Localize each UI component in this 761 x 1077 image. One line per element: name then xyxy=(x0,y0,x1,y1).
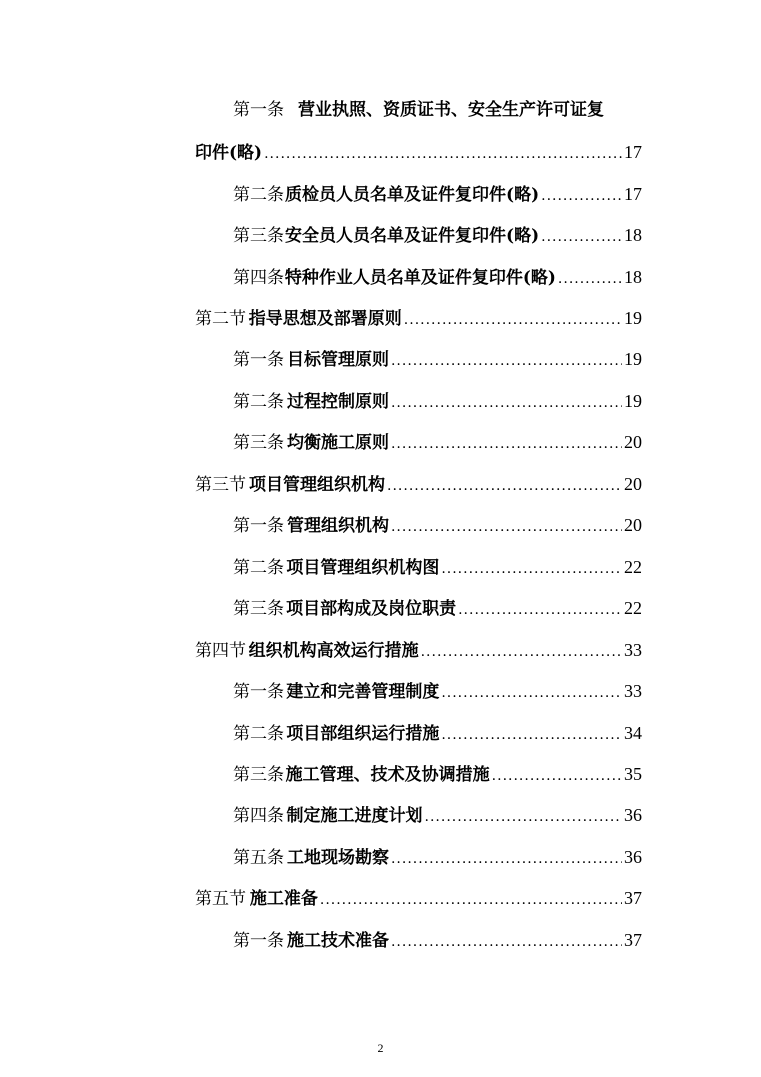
toc-entry-title: 项目部构成及岗位职责 xyxy=(286,599,457,619)
toc-page-number: 36 xyxy=(624,847,642,867)
toc-page-number: 18 xyxy=(624,225,642,245)
toc-page-number: 35 xyxy=(624,764,642,784)
toc-entry-title: 建立和完善管理制度 xyxy=(286,682,440,702)
toc-entry-title: 施工准备 xyxy=(249,889,318,909)
toc-entry-section[interactable] xyxy=(195,305,642,331)
toc-entry-number: 第二条 xyxy=(233,185,284,205)
toc-entry[interactable] xyxy=(233,720,642,746)
toc-page-number: 22 xyxy=(624,598,642,618)
toc-entry-title: 工地现场勘察 xyxy=(286,848,389,868)
toc-entry-number: 第四节 xyxy=(195,641,246,661)
toc-entry-section[interactable] xyxy=(195,637,642,663)
toc-page-number: 33 xyxy=(624,681,642,701)
toc-entry-title: 过程控制原则 xyxy=(286,392,389,412)
toc-entry-title: 施工管理、技术及协调措施 xyxy=(285,765,490,785)
toc-entry-number: 第四条 xyxy=(233,268,284,288)
leader-dots xyxy=(391,514,622,540)
leader-dots xyxy=(441,556,622,582)
leader-dots xyxy=(441,680,622,706)
toc-entry[interactable] xyxy=(233,927,642,953)
leader-dots xyxy=(391,431,622,457)
leader-dots xyxy=(421,639,622,665)
toc-page-number: 19 xyxy=(624,349,642,369)
toc-entry-title: 均衡施工原则 xyxy=(286,433,389,453)
toc-page-number: 20 xyxy=(624,432,642,452)
leader-dots xyxy=(404,307,622,333)
toc-page-number: 18 xyxy=(624,267,642,287)
toc-page-number: 20 xyxy=(624,474,642,494)
toc-page-number: 37 xyxy=(624,930,642,950)
toc-entry-section[interactable] xyxy=(195,885,642,911)
leader-dots xyxy=(391,390,622,416)
toc-entry[interactable] xyxy=(233,512,642,538)
toc-page-number: 17 xyxy=(624,142,642,162)
footer-page-number: 2 xyxy=(377,1041,384,1055)
toc-entry-number: 第二条 xyxy=(233,724,284,744)
toc-entry[interactable] xyxy=(233,388,642,414)
toc-entry-title: 项目部组织运行措施 xyxy=(286,724,440,744)
toc-entry-number: 第二条 xyxy=(233,392,284,412)
toc-entry-number: 第一条 xyxy=(233,516,284,536)
toc-entry-number: 第五条 xyxy=(233,848,284,868)
toc-entry-title: 项目管理组织机构 xyxy=(249,475,386,495)
leader-dots xyxy=(391,348,622,374)
leader-dots xyxy=(425,804,622,830)
toc-entry[interactable] xyxy=(233,554,642,580)
toc-entry[interactable] xyxy=(233,678,642,704)
leader-dots xyxy=(441,722,622,748)
toc-entry-title: 目标管理原则 xyxy=(286,350,389,370)
toc-entry-number: 第二条 xyxy=(233,558,284,578)
toc-entry[interactable] xyxy=(233,222,642,248)
toc-entry-number: 第三条 xyxy=(233,599,284,619)
leader-dots xyxy=(391,929,622,955)
toc-entry[interactable] xyxy=(233,429,642,455)
leader-dots xyxy=(387,473,622,499)
toc-entry[interactable] xyxy=(233,844,642,870)
toc-entry-number: 第一条 xyxy=(233,100,284,120)
leader-dots xyxy=(541,183,622,209)
toc-page-number: 19 xyxy=(624,391,642,411)
toc-page-number: 22 xyxy=(624,557,642,577)
toc-entry-title: 项目管理组织机构图 xyxy=(286,558,440,578)
toc-entry-continuation[interactable] xyxy=(195,139,642,165)
toc-page-number: 20 xyxy=(624,515,642,535)
toc-entry[interactable] xyxy=(233,264,642,290)
toc-entry[interactable] xyxy=(233,181,642,207)
toc-entry-number: 第一条 xyxy=(233,931,284,951)
toc-entry-number: 第四条 xyxy=(233,806,284,826)
toc-entry-number: 第五节 xyxy=(195,889,246,909)
toc-entry-title: 营业执照、资质证书、安全生产许可证复 xyxy=(298,100,604,120)
toc-entry-title: 管理组织机构 xyxy=(286,516,389,536)
leader-dots xyxy=(458,597,622,623)
leader-dots xyxy=(391,846,622,872)
toc-entry-title: 质检员人员名单及证件复印件(略) xyxy=(285,185,540,205)
toc-page-number: 36 xyxy=(624,805,642,825)
toc-entry-title: 施工技术准备 xyxy=(286,931,389,951)
toc-page-number: 37 xyxy=(624,888,642,908)
toc-page-number: 19 xyxy=(624,308,642,328)
toc-entry-number: 第三条 xyxy=(233,433,284,453)
toc-entry-title: 指导思想及部署原则 xyxy=(248,309,402,329)
toc-entry-section[interactable] xyxy=(195,471,642,497)
toc-page-number: 17 xyxy=(624,184,642,204)
toc-entry[interactable] xyxy=(233,761,642,787)
toc-entry-number: 第三节 xyxy=(195,475,246,495)
toc-entry-title: 组织机构高效运行措施 xyxy=(248,641,419,661)
toc-entry-number: 第三条 xyxy=(233,226,284,246)
toc-entry-title: 特种作业人员名单及证件复印件(略) xyxy=(284,268,556,288)
leader-dots xyxy=(320,887,622,913)
toc-entry[interactable] xyxy=(233,97,642,123)
toc-entry[interactable] xyxy=(233,346,642,372)
toc-entry-number: 第三条 xyxy=(233,765,284,785)
leader-dots xyxy=(541,224,622,250)
toc-entry-title-continued: 印件(略) xyxy=(195,143,263,163)
toc-page-number: 33 xyxy=(624,640,642,660)
toc-entry-title: 安全员人员名单及证件复印件(略) xyxy=(285,226,540,246)
toc-entry-title: 制定施工进度计划 xyxy=(286,806,423,826)
leader-dots xyxy=(558,266,622,292)
toc-entry[interactable] xyxy=(233,595,642,621)
toc-page-number: 34 xyxy=(624,723,642,743)
toc-entry[interactable] xyxy=(233,802,642,828)
toc-entry-number: 第一条 xyxy=(233,682,284,702)
toc-entry-number: 第一条 xyxy=(233,350,284,370)
leader-dots xyxy=(492,763,622,789)
toc-entry-number: 第二节 xyxy=(195,309,246,329)
leader-dots xyxy=(264,141,622,167)
